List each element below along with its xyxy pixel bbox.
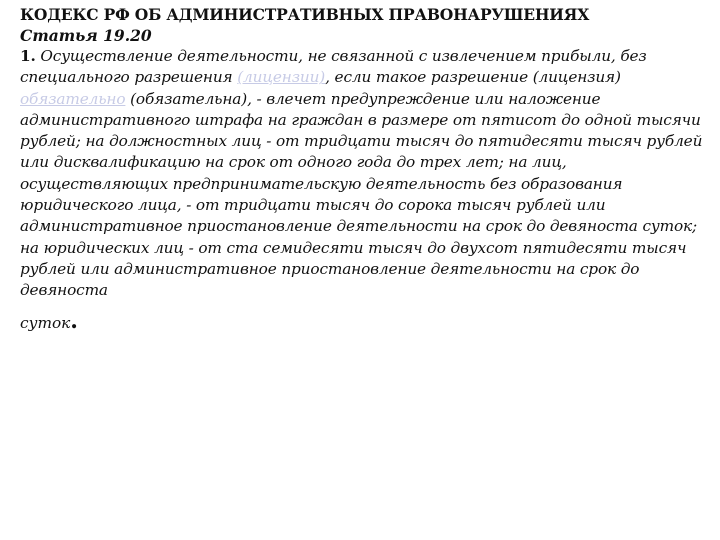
- last-word: суток: [20, 313, 71, 332]
- document-page: [20, 4, 710, 338]
- article-heading: Статья 19.20: [20, 26, 152, 45]
- article-paragraph: [20, 46, 710, 302]
- final-period: .: [70, 307, 78, 334]
- required-link[interactable]: обязательно: [20, 89, 126, 108]
- paragraph-number: 1.: [20, 47, 36, 65]
- document-title: КОДЕКС РФ ОБ АДМИНИСТРАТИВНЫХ ПРАВОНАРУШЕНИЯХ: [20, 5, 590, 24]
- license-link[interactable]: (лицензии): [237, 68, 326, 87]
- paragraph-text-part-1: Осуществление деятельности, не связанной с извлечением прибыли, без специального разрешения: [20, 47, 647, 87]
- paragraph-text-part-3: (обязательна), - влечет предупреждение или наложение административного штрафа на граждан в размере от пятисот до одной тысячи рублей; на должностных лиц - от тридцати тысяч до пятидесяти тысяч рублей или дисквалификацию на срок от одного года до трех лет; на лиц, осуществляющих предпринимательскую деятельность без образования юридического лица, - от тридцати тысяч до сорока тысяч рублей или административное приостановление деятельности на срок до девяноста суток; на юридических лиц - от ста семидесяти тысяч до двухсот пятидесяти тысяч рублей или административное приостановление деятельности на срок до девяноста: [20, 89, 703, 300]
- paragraph-last-line: [20, 306, 710, 338]
- paragraph-text-part-2: , если такое разрешение (лицензия): [325, 68, 621, 87]
